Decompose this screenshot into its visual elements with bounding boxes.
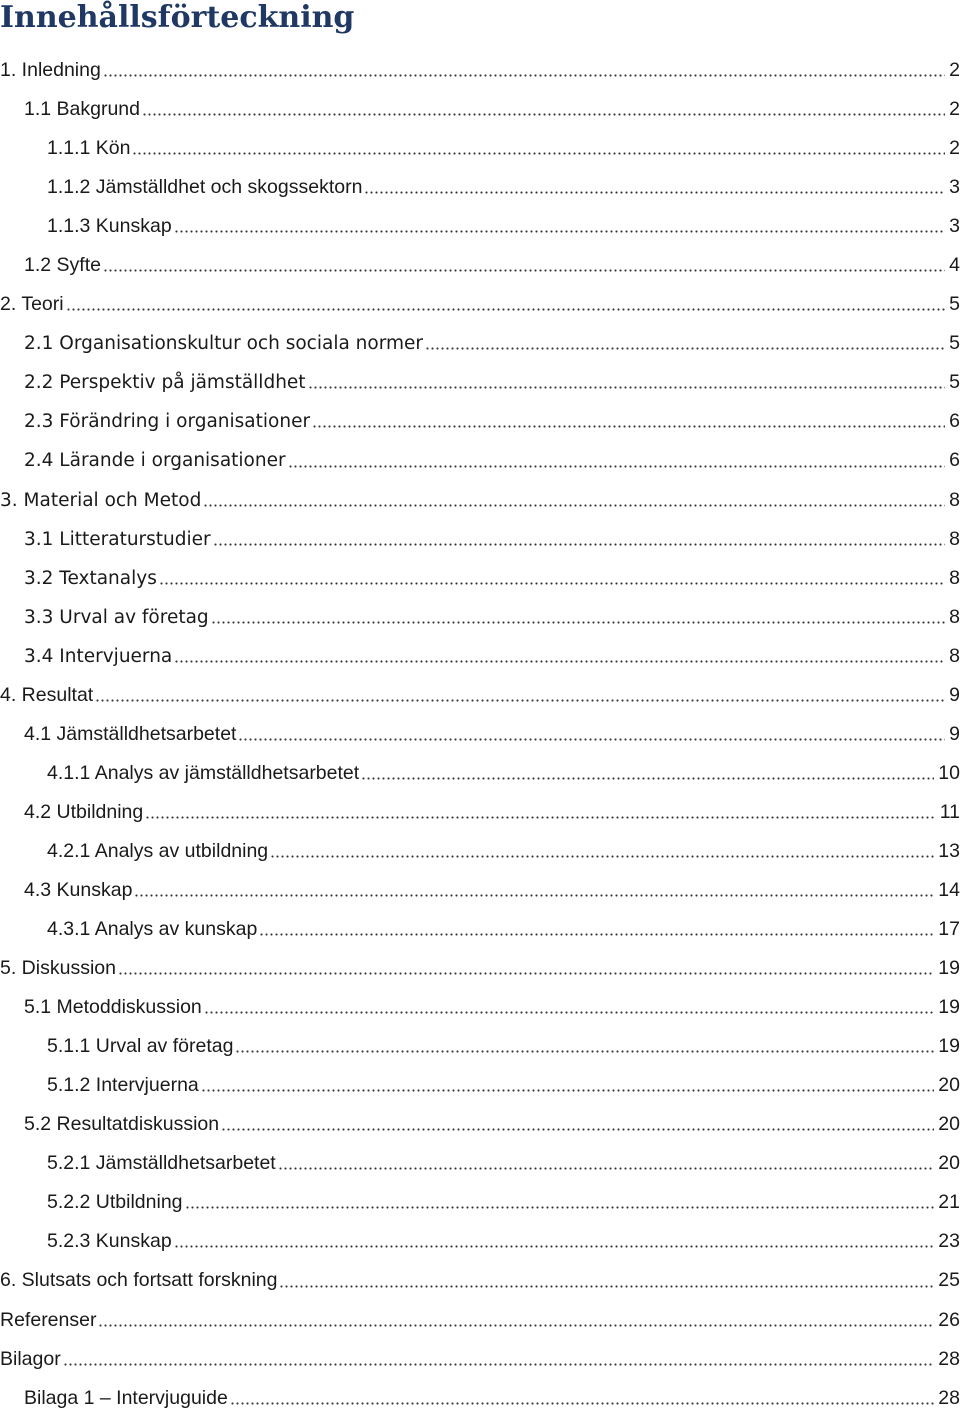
dot-leader: [270, 846, 934, 859]
toc-entry-page: 28: [938, 1386, 960, 1409]
toc-entry-label: 5.2.2 Utbildning: [47, 1191, 183, 1214]
toc-entry-kunskap-4-3[interactable]: [0, 871, 960, 910]
dot-leader: [288, 456, 946, 469]
toc-entry-utbildning[interactable]: [0, 793, 960, 832]
toc-entry-larande[interactable]: [0, 441, 960, 480]
toc-entry-label: 5.2.1 Jämställdhetsarbetet: [47, 1152, 276, 1175]
toc-entry-label: 4.3.1 Analys av kunskap: [47, 918, 258, 941]
toc-entry-page: 2: [949, 59, 960, 81]
toc-entry-page: 28: [938, 1347, 960, 1370]
toc-entry-label: 5.2 Resultatdiskussion: [24, 1113, 220, 1136]
dot-leader: [238, 729, 945, 742]
toc-entry-page: 9: [949, 722, 960, 745]
toc-entry-label: 1.2 Syfte: [24, 254, 101, 277]
dot-leader: [66, 299, 946, 312]
toc-entry-label: 4.1 Jämställdhetsarbetet: [24, 722, 237, 745]
toc-entry-page: 9: [949, 683, 960, 706]
toc-entry-analys-kunskap[interactable]: [0, 910, 960, 949]
toc-entry-label: Referenser: [0, 1308, 97, 1331]
toc-entry-page: 14: [938, 878, 960, 901]
toc-entry-perspektiv[interactable]: [0, 363, 960, 402]
toc-entry-page: 21: [938, 1191, 960, 1214]
toc-entry-label: 3.2 Textanalys: [24, 567, 157, 589]
toc-entry-label: Bilaga 1 – Intervjuguide: [24, 1386, 228, 1409]
toc-entry-page: 3: [949, 176, 960, 199]
toc-entry-metoddiskussion[interactable]: [0, 988, 960, 1027]
toc-entry-label: 3.3 Urval av företag: [24, 606, 209, 628]
dot-leader: [221, 1119, 934, 1132]
toc-entry-label: 4.2 Utbildning: [24, 800, 144, 823]
toc-entry-label: 5. Diskussion: [0, 957, 116, 980]
toc-entry-page: 6: [949, 449, 960, 472]
dot-leader: [98, 1315, 934, 1328]
toc-entry-page: 8: [949, 644, 960, 667]
toc-entry-page: 13: [938, 839, 960, 862]
dot-leader: [174, 1236, 935, 1249]
dot-leader: [134, 885, 934, 898]
toc-entry-label: 2.3 Förändring i organisationer: [24, 411, 311, 433]
toc-entry-bakgrund[interactable]: [0, 90, 960, 129]
toc-entry-resultatdiskussion[interactable]: [0, 1105, 960, 1144]
toc-entry-kon[interactable]: [0, 129, 960, 168]
dot-leader: [308, 377, 946, 390]
toc-entry-referenser[interactable]: [0, 1301, 960, 1340]
toc-entry-page: 26: [938, 1308, 960, 1331]
dot-leader: [142, 104, 945, 117]
toc-entry-label: 5.2.3 Kunskap: [47, 1230, 172, 1253]
table-of-contents: [0, 51, 960, 1418]
toc-entry-label: 3. Material och Metod: [0, 489, 202, 511]
toc-entry-page: 19: [938, 996, 960, 1019]
toc-entry-page: 17: [938, 918, 960, 941]
toc-entry-label: 4. Resultat: [0, 683, 94, 706]
toc-entry-diskussion[interactable]: [0, 949, 960, 988]
toc-entry-page: 5: [949, 332, 960, 355]
dot-leader: [235, 1041, 934, 1054]
toc-entry-material-metod[interactable]: [0, 481, 960, 520]
toc-entry-label: 2.4 Lärande i organisationer: [24, 450, 286, 472]
toc-entry-page: 20: [938, 1152, 960, 1175]
dot-leader: [103, 260, 945, 273]
toc-entry-litteraturstudier[interactable]: [0, 520, 960, 559]
toc-entry-analys-utbildning[interactable]: [0, 832, 960, 871]
toc-entry-page: 2: [949, 98, 960, 121]
toc-entry-textanalys[interactable]: [0, 559, 960, 598]
toc-entry-syfte[interactable]: [0, 246, 960, 285]
toc-entry-page: 3: [949, 215, 960, 238]
toc-entry-urval-foretag[interactable]: [0, 598, 960, 637]
dot-leader: [185, 1197, 935, 1210]
dot-leader: [211, 612, 945, 625]
toc-entry-kunskap[interactable]: [0, 207, 960, 246]
toc-entry-page: 19: [938, 957, 960, 980]
toc-entry-label: 3.1 Litteraturstudier: [24, 528, 211, 550]
toc-entry-jamstalldhetsarbetet[interactable]: [0, 715, 960, 754]
toc-entry-analys-jamstalldhetsarbetet[interactable]: [0, 754, 960, 793]
toc-entry-teori[interactable]: [0, 285, 960, 324]
dot-leader: [364, 182, 945, 195]
dot-leader: [213, 534, 945, 547]
toc-entry-kunskap-5-2-3[interactable]: [0, 1222, 960, 1261]
toc-entry-page: 6: [949, 410, 960, 433]
toc-entry-page: 11: [939, 800, 960, 823]
toc-entry-label: 2.1 Organisationskultur och sociala normer: [24, 333, 424, 355]
toc-entry-page: 5: [949, 371, 960, 394]
toc-entry-label: 5.1.2 Intervjuerna: [47, 1074, 199, 1097]
toc-entry-label: 6. Slutsats och fortsatt forskning: [0, 1269, 278, 1292]
dot-leader: [259, 924, 934, 937]
toc-entry-page: 10: [938, 761, 960, 784]
toc-entry-organisationskultur[interactable]: [0, 324, 960, 363]
toc-entry-utbildning-5-2-2[interactable]: [0, 1183, 960, 1222]
dot-leader: [279, 1276, 934, 1289]
dot-leader: [159, 573, 945, 586]
toc-entry-intervjuerna[interactable]: [0, 637, 960, 676]
toc-entry-label: 1.1.2 Jämställdhet och skogssektorn: [47, 176, 363, 199]
toc-entry-slutsats[interactable]: [0, 1261, 960, 1300]
dot-leader: [204, 1002, 935, 1015]
dot-leader: [201, 1080, 935, 1093]
dot-leader: [174, 221, 945, 234]
toc-entry-page: 2: [949, 137, 960, 160]
dot-leader: [132, 143, 945, 156]
toc-entry-page: 20: [938, 1113, 960, 1136]
toc-entry-page: 23: [938, 1230, 960, 1253]
toc-entry-page: 8: [949, 527, 960, 550]
toc-entry-page: 25: [938, 1269, 960, 1292]
dot-leader: [203, 495, 945, 508]
toc-entry-label: 2.2 Perspektiv på jämställdhet: [24, 372, 306, 394]
toc-entry-page: 8: [949, 566, 960, 589]
dot-leader: [95, 690, 945, 703]
toc-entry-page: 4: [949, 254, 960, 277]
dot-leader: [361, 768, 934, 781]
toc-entry-urval-foretag-5-1-1[interactable]: [0, 1027, 960, 1066]
dot-leader: [63, 1354, 935, 1367]
toc-entry-page: 8: [949, 488, 960, 511]
dot-leader: [425, 338, 945, 351]
dot-leader: [103, 65, 945, 78]
toc-entry-resultat[interactable]: [0, 676, 960, 715]
toc-entry-intervjuerna-5-1-2[interactable]: [0, 1066, 960, 1105]
dot-leader: [118, 963, 934, 976]
toc-entry-label: 5.1.1 Urval av företag: [47, 1035, 234, 1058]
dot-leader: [312, 416, 945, 429]
toc-entry-jamstalldhetsarbetet-5-2-1[interactable]: [0, 1144, 960, 1183]
toc-entry-page: 20: [938, 1074, 960, 1097]
page-title: Innehållsförteckning: [0, 0, 355, 35]
toc-entry-label: 1. Inledning: [0, 59, 101, 81]
toc-entry-label: 4.3 Kunskap: [24, 878, 133, 901]
dot-leader: [174, 651, 945, 664]
toc-entry-page: 8: [949, 605, 960, 628]
toc-entry-label: 4.1.1 Analys av jämställdhetsarbetet: [47, 761, 360, 784]
toc-entry-forandring[interactable]: [0, 402, 960, 441]
dot-leader: [145, 807, 936, 820]
toc-entry-label: 4.2.1 Analys av utbildning: [47, 839, 269, 862]
toc-entry-label: 2. Teori: [0, 293, 64, 316]
toc-entry-label: 1.1 Bakgrund: [24, 98, 141, 121]
toc-entry-label: 1.1.3 Kunskap: [47, 215, 172, 238]
toc-entry-label: 5.1 Metoddiskussion: [24, 996, 202, 1019]
toc-entry-jamstalldhet-skogssektorn[interactable]: [0, 168, 960, 207]
toc-entry-label: 1.1.1 Kön: [47, 137, 131, 160]
toc-entry-label: Bilagor: [0, 1347, 61, 1370]
dot-leader: [278, 1158, 935, 1171]
toc-entry-inledning[interactable]: [0, 51, 960, 90]
toc-entry-bilagor[interactable]: [0, 1340, 960, 1379]
toc-entry-page: 19: [938, 1035, 960, 1058]
toc-entry-page: 5: [949, 293, 960, 316]
toc-entry-label: 3.4 Intervjuerna: [24, 645, 173, 667]
dot-leader: [230, 1393, 934, 1406]
